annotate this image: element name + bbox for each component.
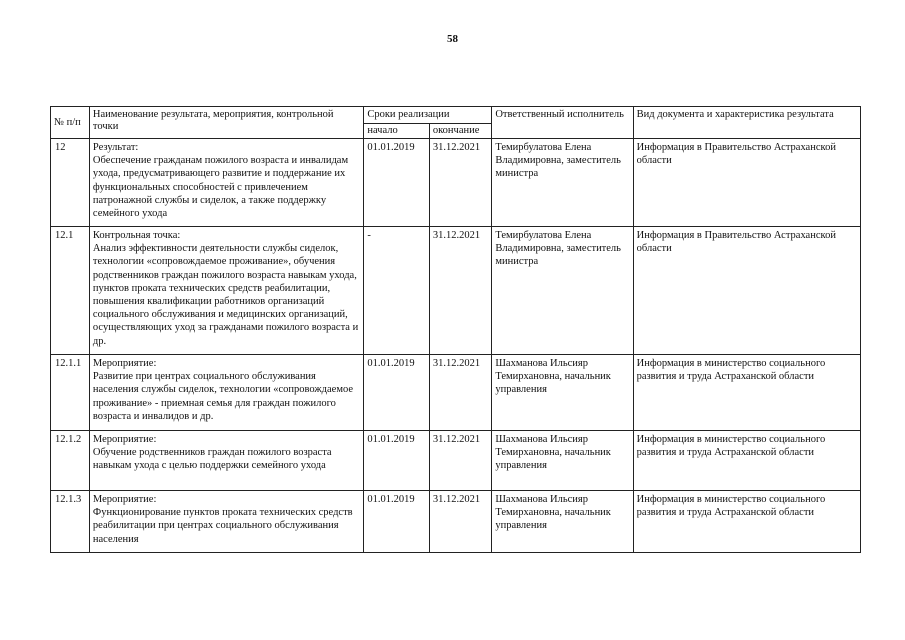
header-responsible: Ответственный исполнитель bbox=[492, 107, 633, 139]
row-end-date: 31.12.2021 bbox=[429, 355, 491, 431]
header-end: окончание bbox=[429, 124, 491, 139]
row-text: Анализ эффективности деятельности службы сиделок, технологии «сопровождаемое проживание», обучения родственников граждан пожилого возраста навыкам ухода, пунктов проката технических средств реабилитации, повышения квалификации работников организаций социального обслуживания и медицинских организаций, осуществляющих уход за гражданами пожилого возраста и др. bbox=[92, 243, 359, 347]
row-type: Контрольная точка: bbox=[92, 230, 181, 241]
row-text: Развитие при центрах социального обслуживания населения службы сиделок, технологии «сопровождаемое проживание» - приемная семья для граждан пожилого возраста и инвалидов и др. bbox=[92, 371, 354, 422]
row-responsible: Шахманова Ильсияр Темирхановна, начальник управления bbox=[492, 491, 633, 553]
row-start-date: - bbox=[364, 227, 430, 355]
row-document: Информация в Правительство Астраханской области bbox=[633, 227, 860, 355]
row-number: 12.1.1 bbox=[51, 355, 90, 431]
row-start-date: 01.01.2019 bbox=[364, 355, 430, 431]
header-doc: Вид документа и характеристика результата bbox=[633, 107, 860, 139]
row-responsible: Темирбулатова Елена Владимировна, заместитель министра bbox=[492, 139, 633, 227]
row-start-date: 01.01.2019 bbox=[364, 491, 430, 553]
row-number: 12.1.2 bbox=[51, 431, 90, 491]
header-period: Сроки реализации bbox=[364, 107, 492, 124]
table-row bbox=[51, 355, 861, 431]
page-number: 58 bbox=[447, 33, 458, 45]
table-header-row bbox=[51, 107, 861, 124]
row-text: Функционирование пунктов проката технических средств реабилитации при центрах социального обслуживания населения bbox=[92, 507, 353, 545]
row-description bbox=[89, 491, 363, 553]
row-end-date: 31.12.2021 bbox=[429, 431, 491, 491]
row-responsible: Шахманова Ильсияр Темирхановна, начальник управления bbox=[492, 355, 633, 431]
row-description bbox=[89, 355, 363, 431]
row-number: 12.1.3 bbox=[51, 491, 90, 553]
row-document: Информация в Правительство Астраханской области bbox=[633, 139, 860, 227]
row-start-date: 01.01.2019 bbox=[364, 139, 430, 227]
row-end-date: 31.12.2021 bbox=[429, 139, 491, 227]
row-number: 12 bbox=[51, 139, 90, 227]
table-row bbox=[51, 491, 861, 553]
results-table bbox=[50, 106, 861, 553]
row-description bbox=[89, 431, 363, 491]
row-type: Мероприятие: bbox=[92, 358, 157, 369]
row-text: Обеспечение гражданам пожилого возраста и инвалидам ухода, предусматривающего развитие и поддержание их функциональных способностей с привлечением патронажной службы и сиделок, а также поддержку семейного ухода bbox=[92, 155, 349, 220]
header-num: № п/п bbox=[51, 107, 90, 139]
row-description bbox=[89, 139, 363, 227]
row-type: Мероприятие: bbox=[92, 494, 157, 505]
row-start-date: 01.01.2019 bbox=[364, 431, 430, 491]
row-document: Информация в министерство социального развития и труда Астраханской области bbox=[633, 491, 860, 553]
header-name: Наименование результата, мероприятия, контрольной точки bbox=[89, 107, 363, 139]
row-end-date: 31.12.2021 bbox=[429, 227, 491, 355]
row-number: 12.1 bbox=[51, 227, 90, 355]
header-start: начало bbox=[364, 124, 430, 139]
row-document: Информация в министерство социального развития и труда Астраханской области bbox=[633, 355, 860, 431]
row-end-date: 31.12.2021 bbox=[429, 491, 491, 553]
row-description bbox=[89, 227, 363, 355]
table-row bbox=[51, 139, 861, 227]
row-responsible: Шахманова Ильсияр Темирхановна, начальник управления bbox=[492, 431, 633, 491]
row-type: Результат: bbox=[92, 142, 139, 153]
row-type: Мероприятие: bbox=[92, 434, 157, 445]
table-row bbox=[51, 227, 861, 355]
row-document: Информация в министерство социального развития и труда Астраханской области bbox=[633, 431, 860, 491]
row-responsible: Темирбулатова Елена Владимировна, заместитель министра bbox=[492, 227, 633, 355]
row-text: Обучение родственников граждан пожилого возраста навыкам ухода с целью поддержки семейного ухода bbox=[92, 447, 332, 472]
table-row bbox=[51, 431, 861, 491]
